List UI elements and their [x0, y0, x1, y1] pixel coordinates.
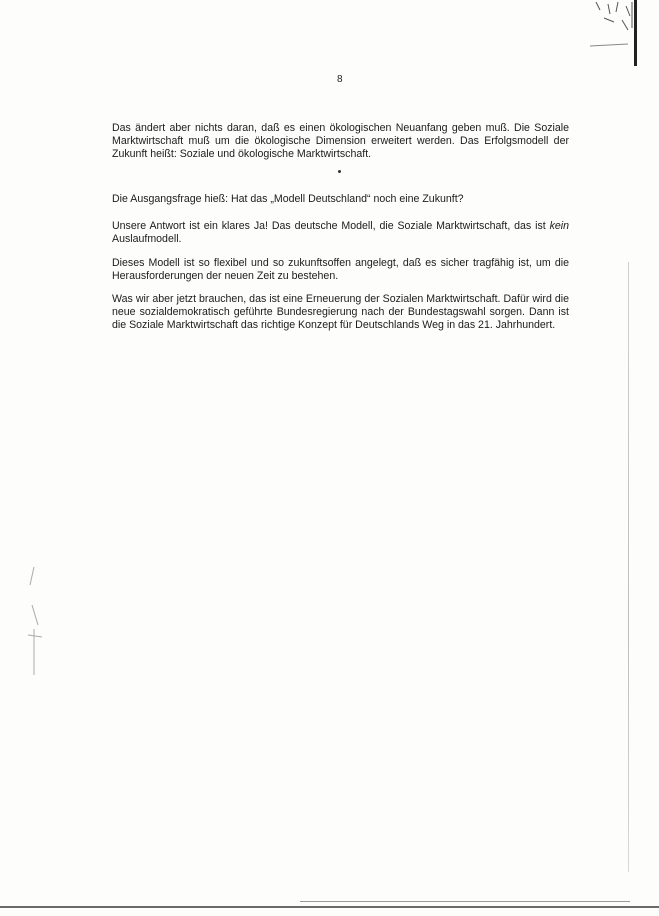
- paragraph-renewal-needed: Was wir aber jetzt brauchen, das ist eine Erneuerung der Sozialen Marktwirtschaft. Dafür wird die neue sozialdemokratisch geführte Bundesregierung nach der Bundestagswahl sorgen. Dann ist die Soziale Marktwirtschaft das richtige Konzept für Deutschlands Weg in das 21. Jahrhundert.: [112, 293, 569, 332]
- paragraph-answer: [112, 220, 569, 246]
- paragraph-starting-question: Die Ausgangsfrage hieß: Hat das „Modell Deutschland“ noch eine Zukunft?: [112, 193, 464, 205]
- scan-bottom-edge: [300, 901, 630, 902]
- answer-emphasis: kein: [549, 220, 569, 232]
- scan-edge-mark: [634, 0, 637, 66]
- paragraph-ecological-renewal: Das ändert aber nichts daran, daß es einen ökologischen Neuanfang geben muß. Die Soziale Marktwirtschaft muß um die ökologische Dimension erweitert werden. Das Erfolgsmodell der Zukunft heißt: Soziale und ökologische Marktwirtschaft.: [112, 122, 569, 161]
- scan-fold-line: [628, 262, 629, 872]
- paragraph-model-flexible: Dieses Modell ist so flexibel und so zukunftsoffen angelegt, daß es sicher tragfähig ist, um die Herausforderungen der neuen Zeit zu bestehen.: [112, 257, 569, 283]
- scan-bottom-border: [0, 906, 659, 908]
- scan-left-artifact: [24, 565, 54, 685]
- answer-text-start: Unsere Antwort ist ein klares Ja! Das deutsche Modell, die Soziale Marktwirtschaft, das ist: [112, 220, 550, 232]
- scan-corner-artifact: [588, 0, 648, 50]
- page-number: 8: [337, 74, 343, 85]
- separator-dot: [338, 170, 341, 173]
- answer-text-end: Auslaufmodell.: [112, 233, 182, 246]
